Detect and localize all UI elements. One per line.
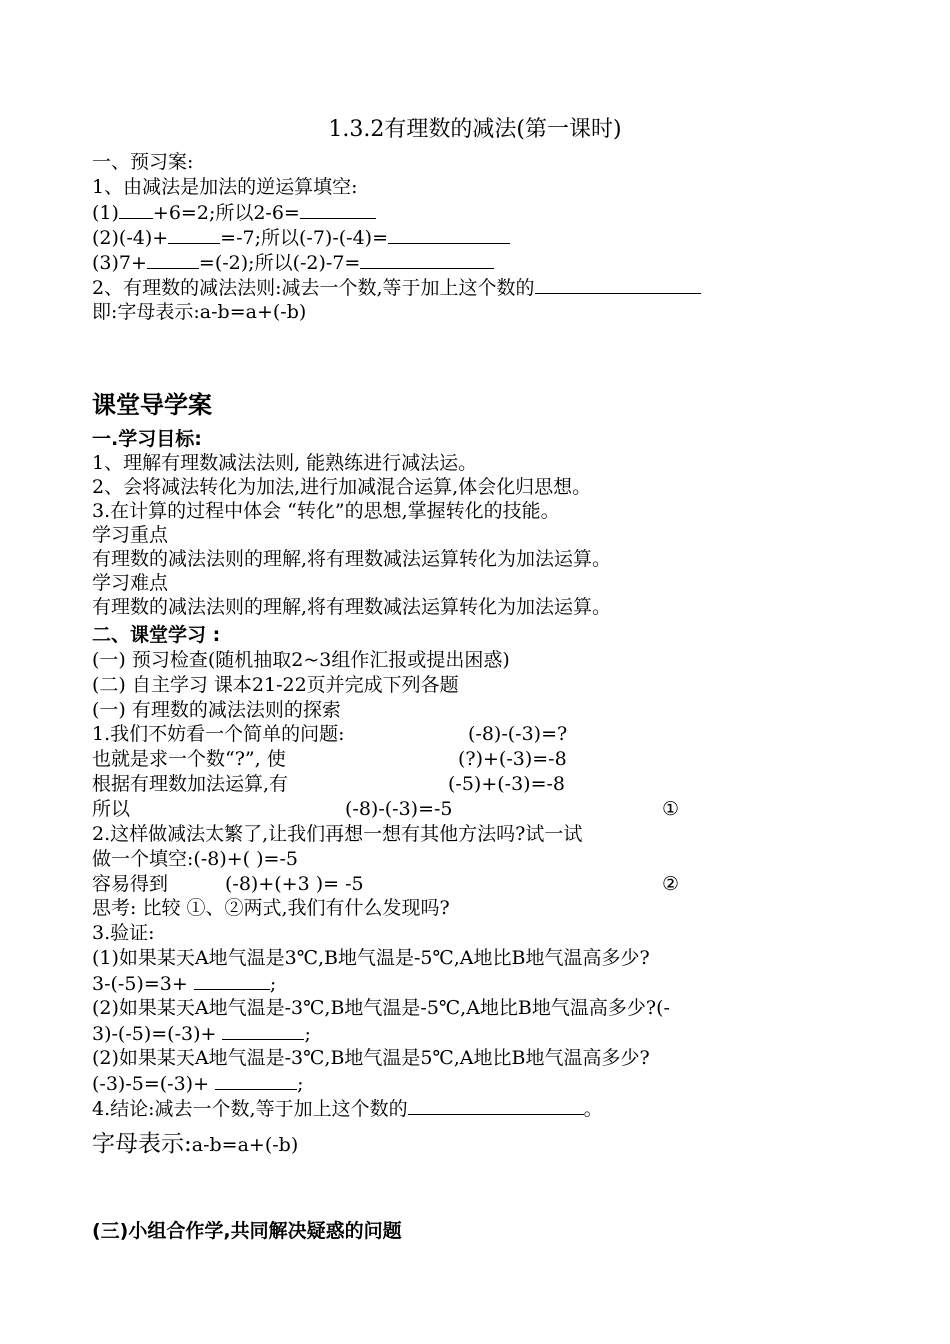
answer-blank[interactable]	[222, 1021, 304, 1040]
preview-heading: 一、预习案:	[92, 151, 194, 173]
preview-line-1: (1) +6=2;所以2-6=	[92, 200, 376, 225]
problem-2-left: 也就是求一个数“?”, 使	[92, 748, 286, 770]
preview-line-2: (2)(-4)+ =-7;所以(-7)-(-4)=	[92, 225, 510, 250]
goals-heading: 一.学习目标:	[92, 428, 202, 450]
conclusion: 4.结论:减去一个数,等于加上这个数的 。	[92, 1098, 603, 1120]
letter-formula-line	[92, 1132, 298, 1157]
problem-7-left: 容易得到	[92, 873, 169, 895]
verify-3: (2)如果某天A地气温是-3℃,B地气温是5℃,A地比B地气温高多少?	[92, 1047, 650, 1069]
section-heading-guide: 课堂导学案	[92, 391, 212, 419]
problem-5: 2.这样做减法太繁了,让我们再想一想有其他方法吗?试一试	[92, 823, 583, 845]
answer-blank[interactable]	[300, 200, 376, 219]
step-3: (一) 有理数的减法法则的探索	[92, 699, 341, 721]
step-2: (二) 自主学习 课本21-22页并完成下列各题	[92, 674, 459, 696]
page-title: 1.3.2有理数的减法(第一课时)	[328, 117, 622, 142]
verify-2: (2)如果某天A地气温是-3℃,B地气温是-5℃,A地比B地气温高多少?(-	[92, 997, 670, 1019]
difficulty-text: 有理数的减法法则的理解,将有理数减法运算转化为加法运算。	[92, 596, 612, 618]
answer-blank[interactable]	[194, 971, 270, 990]
preview-q1: 1、由减法是加法的逆运算填空:	[92, 176, 358, 198]
answer-blank[interactable]	[535, 275, 701, 294]
answer-blank[interactable]	[168, 225, 220, 244]
verify-1-eq: 3-(-5)=3+ ;	[92, 973, 277, 995]
problem-1-right: (-8)-(-3)=?	[468, 723, 568, 745]
verify-1: (1)如果某天A地气温是3℃,B地气温是-5℃,A地比B地气温高多少?	[92, 947, 650, 969]
goal-3: 3.在计算的过程中体会 “转化”的思想,掌握转化的技能。	[92, 500, 560, 522]
letter-formula: a-b=a+(-b)	[191, 1134, 299, 1156]
problem-3-left: 根据有理数加法运算,有	[92, 773, 289, 795]
key-text: 有理数的减法法则的理解,将有理数减法运算转化为加法运算。	[92, 548, 612, 570]
preview-line-3: (3)7+ =(-2);所以(-2)-7=	[92, 250, 494, 275]
circle-mark-1: ①	[662, 798, 680, 820]
goal-2: 2、会将减法转化为加法,进行加减混合运算,体会化归思想。	[92, 476, 592, 498]
verify-3-eq: (-3)-5=(-3)+ ;	[92, 1073, 304, 1095]
letter-label: 字母表示:	[92, 1131, 192, 1157]
answer-blank[interactable]	[408, 1096, 584, 1115]
problem-2-right: (?)+(-3)=-8	[458, 748, 567, 770]
step-1: (一) 预习检查(随机抽取2~3组作汇报或提出困惑)	[92, 649, 510, 671]
problem-6: 做一个填空:(-8)+( )=-5	[92, 848, 298, 870]
preview-formula: 即:字母表示:a-b=a+(-b)	[92, 301, 307, 323]
answer-blank[interactable]	[388, 225, 510, 244]
problem-4-left: 所以	[92, 798, 131, 820]
key-label: 学习重点	[92, 524, 169, 546]
answer-blank[interactable]	[215, 1071, 297, 1090]
problem-1-left: 1.我们不妨看一个简单的问题:	[92, 723, 345, 745]
verify-2-eq: 3)-(-5)=(-3)+ ;	[92, 1023, 311, 1045]
verify-heading: 3.验证:	[92, 922, 155, 944]
problem-7-mid: (-8)+(+3 )= -5	[225, 873, 364, 895]
class-heading: 二、课堂学习 :	[92, 624, 221, 646]
answer-blank[interactable]	[147, 250, 199, 269]
difficulty-label: 学习难点	[92, 572, 169, 594]
think-question: 思考: 比较 ①、②两式,我们有什么发现吗?	[92, 897, 450, 919]
problem-3-right: (-5)+(-3)=-8	[448, 773, 566, 795]
preview-q2: 2、有理数的减法法则:减去一个数,等于加上这个数的	[92, 275, 701, 300]
circle-mark-2: ②	[662, 873, 680, 895]
answer-blank[interactable]	[360, 250, 494, 269]
answer-blank[interactable]	[119, 200, 153, 219]
problem-4-mid: (-8)-(-3)=-5	[345, 798, 453, 820]
goal-1: 1、理解有理数减法法则, 能熟练进行减法运。	[92, 452, 478, 474]
group-heading: (三)小组合作学,共同解决疑惑的问题	[92, 1220, 402, 1242]
